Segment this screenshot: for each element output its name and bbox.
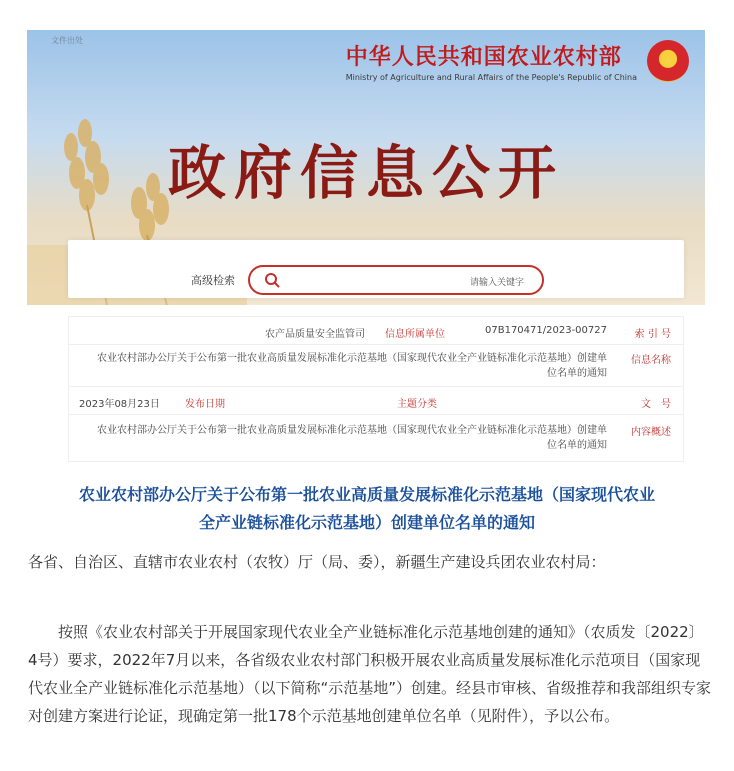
publish-date-label: 发布日期: [185, 399, 225, 410]
table-row: [69, 345, 683, 387]
ministry-logo[interactable]: [346, 40, 689, 82]
search-panel: [68, 240, 684, 298]
ministry-name-cn: 中华人民共和国农业农村部: [345, 44, 622, 70]
doc-number-label: 文 号: [641, 399, 671, 410]
watermark-tag: 文件出处: [51, 36, 83, 45]
index-label: 索 引 号: [634, 329, 671, 340]
category-label: 信息所属单位: [385, 329, 445, 340]
summary-value: 农业农村部办公厅关于公布第一批农业高质量发展标准化示范基地（国家现代农业全产业链标准化示范基地）创建单位名单的通知: [97, 425, 607, 451]
index-value: 07B170471/2023-00727: [485, 325, 607, 336]
page-title: 政府信息公开: [167, 139, 564, 207]
advanced-search-link[interactable]: 高级检索: [191, 274, 235, 287]
article-paragraph-2: 按照《农业农村部关于开展国家现代农业全产业链标准化示范基地创建的通知》（农质发〔2022〕4号）要求，2022年7月以来，各省级农业农村部门积极开展农业高质量发展标准化示范项目（国家现代农业全产业链标准化示范基地）（以下简称“示范基地”）创建。经县市审核、省级推荐和我部组织专家对创建方案进行论证，现确定第一批178个示范基地创建单位名单（见附件），予以公布。: [28, 623, 712, 725]
search-input[interactable]: [248, 265, 544, 295]
table-row: [69, 415, 683, 461]
info-metadata-table: [68, 316, 684, 462]
search-placeholder: 请输入关键字: [469, 278, 524, 288]
publish-date-value: 2023年08月23日: [79, 399, 160, 410]
ministry-name-en: Ministry of Agriculture and Rural Affairs of the People's Republic of China: [345, 73, 637, 82]
article-paragraph-1: 各省、自治区、直辖市农业农村（农牧）厅（局、委），新疆生产建设兵团农业农村局：: [28, 553, 606, 571]
article-title-line2: 全产业链标准化示范基地）创建单位名单的通知: [198, 513, 535, 532]
category-value: 农产品质量安全监管司: [265, 329, 365, 340]
summary-label: 内容概述: [631, 427, 671, 438]
name-value: 农业农村部办公厅关于公布第一批农业高质量发展标准化示范基地（国家现代农业全产业链标准化示范基地）创建单位名单的通知: [97, 353, 607, 379]
article-title-line1: 农业农村部办公厅关于公布第一批农业高质量发展标准化示范基地（国家现代农业: [78, 485, 655, 504]
name-label: 信息名称: [631, 355, 671, 366]
national-emblem-icon: ★: [647, 40, 689, 82]
table-row: [69, 387, 683, 415]
table-row: [69, 317, 683, 345]
subject-label: 主题分类: [397, 399, 437, 410]
search-icon[interactable]: [264, 272, 280, 288]
